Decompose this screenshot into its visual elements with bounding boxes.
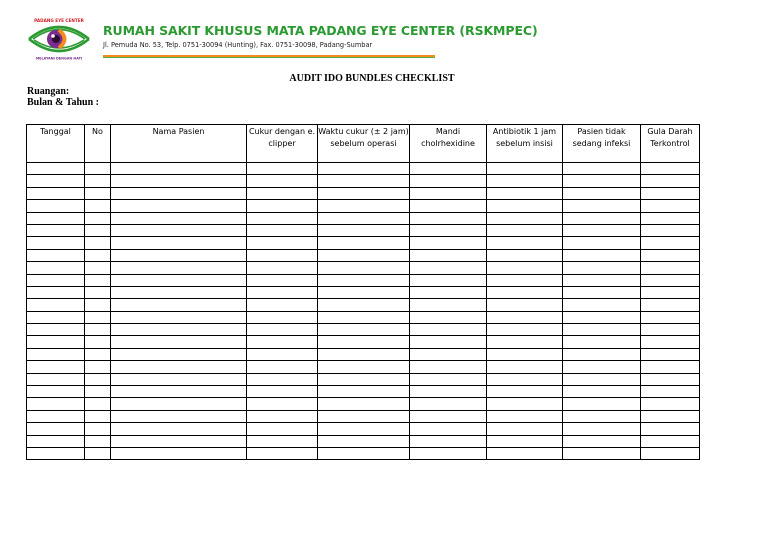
table-cell	[641, 237, 700, 249]
table-cell	[27, 163, 85, 175]
table-cell	[85, 361, 111, 373]
table-cell	[563, 212, 641, 224]
table-cell	[410, 361, 487, 373]
table-cell	[641, 187, 700, 199]
table-cell	[641, 175, 700, 187]
table-cell	[641, 447, 700, 459]
table-cell	[247, 286, 318, 298]
period-label: Bulan & Tahun :	[27, 97, 99, 108]
table-cell	[247, 249, 318, 261]
table-row	[27, 324, 700, 336]
table-cell	[410, 249, 487, 261]
table-cell	[111, 163, 247, 175]
table-cell	[27, 324, 85, 336]
table-cell	[563, 175, 641, 187]
table-cell	[641, 163, 700, 175]
table-cell	[487, 324, 563, 336]
table-cell	[247, 311, 318, 323]
table-cell	[563, 435, 641, 447]
table-cell	[85, 163, 111, 175]
table-row	[27, 398, 700, 410]
table-cell	[410, 175, 487, 187]
table-row	[27, 386, 700, 398]
table-cell	[27, 423, 85, 435]
table-cell	[27, 262, 85, 274]
table-cell	[85, 262, 111, 274]
table-cell	[85, 200, 111, 212]
table-cell	[641, 336, 700, 348]
table-cell	[27, 447, 85, 459]
table-cell	[318, 348, 410, 360]
table-cell	[111, 324, 247, 336]
table-cell	[247, 175, 318, 187]
table-cell	[641, 224, 700, 236]
table-cell	[111, 435, 247, 447]
table-cell	[27, 286, 85, 298]
table-cell	[27, 249, 85, 261]
table-cell	[85, 386, 111, 398]
table-cell	[27, 175, 85, 187]
table-row	[27, 249, 700, 261]
table-cell	[318, 361, 410, 373]
table-header-row	[27, 125, 700, 163]
table-cell	[111, 423, 247, 435]
table-cell	[487, 187, 563, 199]
table-cell	[85, 299, 111, 311]
table-row	[27, 286, 700, 298]
table-cell	[563, 274, 641, 286]
table-cell	[563, 163, 641, 175]
table-row	[27, 373, 700, 385]
table-cell	[410, 274, 487, 286]
table-cell	[318, 386, 410, 398]
table-cell	[563, 262, 641, 274]
table-cell	[487, 299, 563, 311]
table-cell	[318, 175, 410, 187]
table-cell	[27, 187, 85, 199]
table-cell	[27, 373, 85, 385]
table-cell	[641, 398, 700, 410]
table-cell	[410, 200, 487, 212]
table-cell	[318, 249, 410, 261]
header-divider	[103, 55, 435, 58]
table-cell	[487, 423, 563, 435]
table-cell	[111, 175, 247, 187]
table-cell	[111, 262, 247, 274]
table-cell	[27, 274, 85, 286]
table-row	[27, 447, 700, 459]
table-cell	[27, 224, 85, 236]
table-cell	[247, 237, 318, 249]
table-cell	[410, 336, 487, 348]
table-cell	[410, 163, 487, 175]
table-cell	[487, 336, 563, 348]
table-cell	[247, 447, 318, 459]
table-row	[27, 200, 700, 212]
table-cell	[487, 447, 563, 459]
table-cell	[563, 336, 641, 348]
table-cell	[111, 336, 247, 348]
table-cell	[111, 224, 247, 236]
column-header: Tanggal	[27, 125, 85, 163]
hospital-address: Jl. Pemuda No. 53, Telp. 0751-30094 (Hunting), Fax. 0751-30098, Padang-Sumbar	[103, 41, 373, 49]
room-label: Ruangan:	[27, 86, 70, 97]
table-cell	[318, 224, 410, 236]
table-row	[27, 423, 700, 435]
table-cell	[85, 274, 111, 286]
table-row	[27, 348, 700, 360]
table-cell	[111, 286, 247, 298]
table-row	[27, 410, 700, 422]
table-row	[27, 262, 700, 274]
table-cell	[410, 373, 487, 385]
table-cell	[410, 324, 487, 336]
table-cell	[487, 311, 563, 323]
table-cell	[111, 200, 247, 212]
table-cell	[487, 237, 563, 249]
table-row	[27, 237, 700, 249]
table-cell	[410, 212, 487, 224]
table-cell	[563, 249, 641, 261]
table-cell	[410, 299, 487, 311]
table-cell	[85, 311, 111, 323]
table-cell	[410, 410, 487, 422]
table-cell	[410, 435, 487, 447]
table-cell	[111, 386, 247, 398]
table-cell	[111, 410, 247, 422]
table-cell	[318, 373, 410, 385]
table-cell	[487, 386, 563, 398]
table-cell	[410, 447, 487, 459]
table-cell	[410, 398, 487, 410]
table-row	[27, 224, 700, 236]
table-cell	[410, 423, 487, 435]
table-row	[27, 336, 700, 348]
table-cell	[487, 212, 563, 224]
table-cell	[410, 386, 487, 398]
table-cell	[111, 299, 247, 311]
table-cell	[318, 447, 410, 459]
document-title: AUDIT IDO BUNDLES CHECKLIST	[289, 73, 455, 84]
table-cell	[27, 299, 85, 311]
hospital-name: RUMAH SAKIT KHUSUS MATA PADANG EYE CENTER (RSKMPEC)	[103, 23, 538, 38]
table-cell	[247, 299, 318, 311]
table-cell	[247, 435, 318, 447]
column-header: Pasien tidak sedang infeksi	[563, 125, 641, 163]
table-cell	[318, 435, 410, 447]
table-cell	[563, 373, 641, 385]
table-cell	[247, 423, 318, 435]
hospital-logo	[26, 17, 92, 61]
table-cell	[318, 299, 410, 311]
table-cell	[318, 286, 410, 298]
table-cell	[318, 311, 410, 323]
table-cell	[410, 237, 487, 249]
table-row	[27, 299, 700, 311]
table-cell	[247, 212, 318, 224]
column-header: Mandi cholrhexidine	[410, 125, 487, 163]
table-cell	[247, 373, 318, 385]
eye-logo-icon	[26, 17, 92, 61]
table-cell	[641, 286, 700, 298]
table-cell	[318, 423, 410, 435]
table-cell	[85, 249, 111, 261]
table-cell	[85, 373, 111, 385]
table-cell	[487, 286, 563, 298]
table-cell	[85, 212, 111, 224]
table-cell	[247, 410, 318, 422]
table-cell	[487, 224, 563, 236]
logo-bottom-text: MELAYANI DENGAN HATI	[35, 56, 83, 61]
table-cell	[27, 336, 85, 348]
table-cell	[247, 224, 318, 236]
table-cell	[111, 212, 247, 224]
table-cell	[563, 200, 641, 212]
table-cell	[641, 386, 700, 398]
table-cell	[247, 187, 318, 199]
table-cell	[641, 262, 700, 274]
logo-top-text: PADANG EYE CENTER	[34, 18, 84, 23]
table-cell	[410, 348, 487, 360]
table-row	[27, 311, 700, 323]
table-cell	[563, 398, 641, 410]
table-cell	[85, 336, 111, 348]
table-cell	[85, 224, 111, 236]
table-cell	[85, 410, 111, 422]
table-row	[27, 435, 700, 447]
table-cell	[487, 410, 563, 422]
table-cell	[247, 262, 318, 274]
table-cell	[111, 311, 247, 323]
table-cell	[641, 435, 700, 447]
table-cell	[247, 386, 318, 398]
table-cell	[641, 423, 700, 435]
table-cell	[563, 361, 641, 373]
audit-checklist-table	[26, 124, 700, 460]
table-cell	[27, 410, 85, 422]
table-cell	[563, 410, 641, 422]
column-header: Gula Darah Terkontrol	[641, 125, 700, 163]
table-cell	[27, 361, 85, 373]
table-cell	[27, 212, 85, 224]
table-cell	[111, 348, 247, 360]
table-cell	[410, 311, 487, 323]
table-cell	[111, 447, 247, 459]
table-cell	[85, 398, 111, 410]
table-cell	[247, 361, 318, 373]
table-row	[27, 361, 700, 373]
table-cell	[111, 373, 247, 385]
table-cell	[247, 200, 318, 212]
table-cell	[247, 348, 318, 360]
table-cell	[641, 361, 700, 373]
table-cell	[641, 212, 700, 224]
table-cell	[641, 274, 700, 286]
table-cell	[111, 361, 247, 373]
table-cell	[563, 386, 641, 398]
table-cell	[641, 348, 700, 360]
column-header: Nama Pasien	[111, 125, 247, 163]
table-cell	[487, 373, 563, 385]
table-cell	[410, 224, 487, 236]
table-cell	[318, 410, 410, 422]
table-row	[27, 163, 700, 175]
table-cell	[318, 324, 410, 336]
table-cell	[27, 435, 85, 447]
table-cell	[111, 398, 247, 410]
table-cell	[85, 175, 111, 187]
table-cell	[318, 187, 410, 199]
table-cell	[85, 187, 111, 199]
table-cell	[563, 224, 641, 236]
table-cell	[318, 163, 410, 175]
table-cell	[247, 324, 318, 336]
table-cell	[27, 237, 85, 249]
table-cell	[27, 348, 85, 360]
table-cell	[85, 348, 111, 360]
table-cell	[318, 237, 410, 249]
table-cell	[487, 262, 563, 274]
table-cell	[111, 187, 247, 199]
table-cell	[563, 423, 641, 435]
table-cell	[27, 386, 85, 398]
table-cell	[641, 373, 700, 385]
table-cell	[247, 274, 318, 286]
table-cell	[641, 249, 700, 261]
table-cell	[487, 361, 563, 373]
table-cell	[563, 324, 641, 336]
table-cell	[85, 237, 111, 249]
table-cell	[85, 447, 111, 459]
column-header: Cukur dengan e. clipper	[247, 125, 318, 163]
table-cell	[563, 348, 641, 360]
table-row	[27, 175, 700, 187]
column-header: Antibiotik 1 jam sebelum insisi	[487, 125, 563, 163]
table-row	[27, 274, 700, 286]
table-row	[27, 187, 700, 199]
table-cell	[641, 299, 700, 311]
table-cell	[487, 435, 563, 447]
table-cell	[487, 398, 563, 410]
table-cell	[247, 163, 318, 175]
table-cell	[318, 212, 410, 224]
column-header: No	[85, 125, 111, 163]
table-cell	[111, 249, 247, 261]
table-cell	[563, 237, 641, 249]
table-cell	[641, 311, 700, 323]
table-cell	[318, 274, 410, 286]
table-cell	[85, 324, 111, 336]
table-cell	[410, 187, 487, 199]
table-cell	[641, 200, 700, 212]
table-cell	[85, 286, 111, 298]
table-cell	[641, 410, 700, 422]
table-cell	[487, 348, 563, 360]
table-cell	[563, 286, 641, 298]
table-cell	[85, 435, 111, 447]
table-cell	[641, 324, 700, 336]
table-cell	[410, 286, 487, 298]
table-cell	[563, 187, 641, 199]
table-row	[27, 212, 700, 224]
table-cell	[27, 311, 85, 323]
table-cell	[487, 200, 563, 212]
table-cell	[247, 398, 318, 410]
table-cell	[111, 274, 247, 286]
table-cell	[247, 336, 318, 348]
table-cell	[563, 447, 641, 459]
table-cell	[318, 398, 410, 410]
table-cell	[27, 398, 85, 410]
table-cell	[487, 175, 563, 187]
table-cell	[85, 423, 111, 435]
table-cell	[318, 336, 410, 348]
table-cell	[111, 237, 247, 249]
table-cell	[563, 311, 641, 323]
table-cell	[318, 262, 410, 274]
table-cell	[27, 200, 85, 212]
table-cell	[563, 299, 641, 311]
table-cell	[318, 200, 410, 212]
table-cell	[487, 163, 563, 175]
table-cell	[487, 274, 563, 286]
table-cell	[487, 249, 563, 261]
column-header: Waktu cukur (± 2 jam) sebelum operasi	[318, 125, 410, 163]
table-cell	[410, 262, 487, 274]
